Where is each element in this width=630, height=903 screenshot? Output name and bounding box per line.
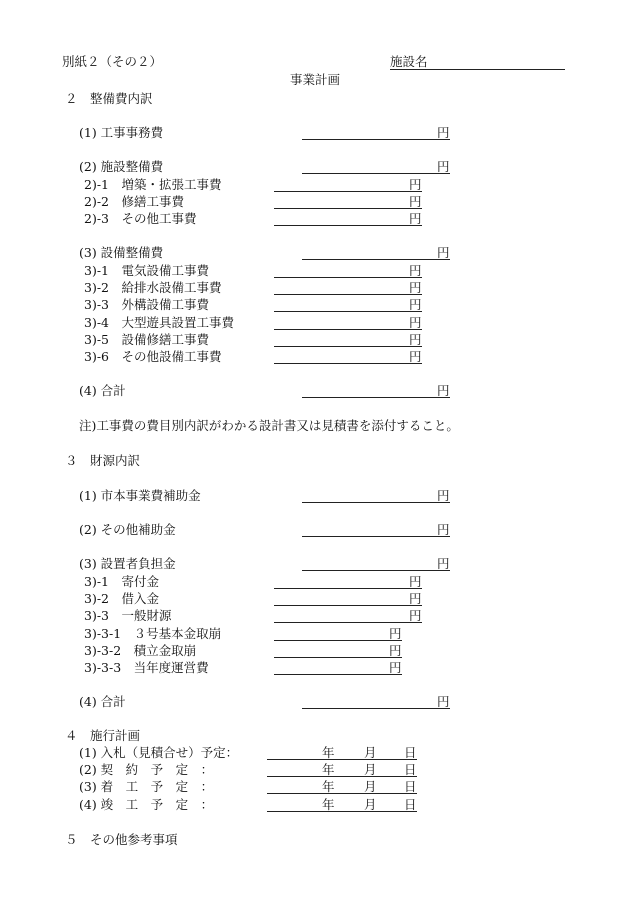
amount-field[interactable] (274, 674, 402, 675)
amount-field[interactable] (274, 329, 422, 330)
yen-unit: 円 (409, 280, 422, 295)
amount-field[interactable] (274, 277, 422, 278)
year-unit: 年 (322, 745, 335, 760)
amount-field[interactable] (302, 570, 450, 571)
amount-field[interactable] (274, 363, 422, 364)
estimate-note: 注)工事費の費目別内訳がわかる設計書又は見積書を添付すること。 (79, 418, 459, 433)
amount-field[interactable] (274, 225, 422, 226)
yen-unit: 円 (409, 332, 422, 347)
line-item-label: (2) その他補助金 (79, 522, 176, 537)
line-item-label: 3)-1 電気設備工事費 (84, 263, 210, 278)
line-item-label: 3)-3 一般財源 (84, 608, 172, 623)
line-item-label: (3) 設備整備費 (79, 245, 164, 260)
yen-unit: 円 (409, 608, 422, 623)
yen-unit: 円 (409, 315, 422, 330)
yen-unit: 円 (409, 591, 422, 606)
schedule-label: (3) 着 工 予 定 ： (79, 779, 214, 794)
amount-field[interactable] (302, 397, 450, 398)
line-item-label: (3) 設置者負担金 (79, 556, 176, 571)
line-item-label: 3)-2 給排水設備工事費 (84, 280, 222, 295)
amount-field[interactable] (302, 708, 450, 709)
line-item-label: (1) 工事事務費 (79, 125, 164, 140)
month-unit: 月 (364, 745, 377, 760)
yen-unit: 円 (437, 159, 450, 174)
year-unit: 年 (322, 762, 335, 777)
line-item-label: 2)-1 増築・拡張工事費 (84, 177, 222, 192)
schedule-label: (1) 入札（見積合せ）予定： (79, 745, 239, 760)
line-item-label: 2)-3 その他工事費 (84, 211, 197, 226)
amount-field[interactable] (302, 536, 450, 537)
amount-field[interactable] (274, 640, 402, 641)
amount-field[interactable] (274, 346, 422, 347)
line-item-label: 3)-5 設備修繕工事費 (84, 332, 210, 347)
facility-name-field[interactable] (390, 69, 565, 70)
day-unit: 日 (404, 762, 417, 777)
amount-field[interactable] (302, 173, 450, 174)
yen-unit: 円 (409, 574, 422, 589)
line-item-label: 2)-2 修繕工事費 (84, 194, 185, 209)
line-item-label: (4) 合計 (79, 694, 126, 709)
yen-unit: 円 (437, 245, 450, 260)
line-item-label: 3)-3 外構設備工事費 (84, 297, 210, 312)
month-unit: 月 (364, 779, 377, 794)
amount-field[interactable] (302, 502, 450, 503)
amount-field[interactable] (274, 191, 422, 192)
yen-unit: 円 (437, 522, 450, 537)
yen-unit: 円 (409, 349, 422, 364)
yen-unit: 円 (437, 488, 450, 503)
line-item-label: 3)-1 寄付金 (84, 574, 160, 589)
amount-field[interactable] (274, 208, 422, 209)
amount-field[interactable] (274, 311, 422, 312)
line-item-label: 3)-3-1 ３号基本金取崩 (84, 626, 222, 641)
line-item-label: 3)-3-3 当年度運営費 (84, 660, 209, 675)
amount-field[interactable] (274, 657, 402, 658)
day-unit: 日 (404, 745, 417, 760)
schedule-label: (4) 竣 工 予 定 ： (79, 797, 214, 812)
yen-unit: 円 (409, 263, 422, 278)
attachment-label: 別紙２（その２） (62, 54, 163, 69)
date-field[interactable] (267, 811, 417, 812)
year-unit: 年 (322, 797, 335, 812)
yen-unit: 円 (437, 694, 450, 709)
yen-unit: 円 (437, 383, 450, 398)
schedule-label: (2) 契 約 予 定 ： (79, 762, 214, 777)
yen-unit: 円 (409, 297, 422, 312)
line-item-label: (1) 市本事業費補助金 (79, 488, 201, 503)
yen-unit: 円 (389, 626, 402, 641)
section-3-heading: ３ 財源内訳 (65, 453, 141, 468)
yen-unit: 円 (389, 643, 402, 658)
yen-unit: 円 (409, 211, 422, 226)
year-unit: 年 (322, 779, 335, 794)
date-field[interactable] (267, 776, 417, 777)
amount-field[interactable] (302, 259, 450, 260)
amount-field[interactable] (274, 588, 422, 589)
line-item-label: 3)-4 大型遊具設置工事費 (84, 315, 235, 330)
amount-field[interactable] (274, 622, 422, 623)
line-item-label: (2) 施設整備費 (79, 159, 164, 174)
amount-field[interactable] (274, 605, 422, 606)
yen-unit: 円 (409, 177, 422, 192)
yen-unit: 円 (389, 660, 402, 675)
yen-unit: 円 (409, 194, 422, 209)
line-item-label: 3)-3-2 積立金取崩 (84, 643, 197, 658)
section-4-heading: ４ 施行計画 (65, 728, 141, 743)
line-item-label: 3)-6 その他設備工事費 (84, 349, 222, 364)
date-field[interactable] (267, 793, 417, 794)
facility-name-label: 施設名 (390, 54, 428, 69)
month-unit: 月 (364, 797, 377, 812)
date-field[interactable] (267, 759, 417, 760)
line-item-label: 3)-2 借入金 (84, 591, 160, 606)
page-title: 事業計画 (290, 72, 341, 87)
section-5-heading: ５ その他参考事項 (65, 832, 178, 847)
yen-unit: 円 (437, 556, 450, 571)
yen-unit: 円 (437, 125, 450, 140)
month-unit: 月 (364, 762, 377, 777)
section-2-heading: ２ 整備費内訳 (65, 91, 153, 106)
day-unit: 日 (404, 779, 417, 794)
line-item-label: (4) 合計 (79, 383, 126, 398)
amount-field[interactable] (302, 139, 450, 140)
day-unit: 日 (404, 797, 417, 812)
amount-field[interactable] (274, 294, 422, 295)
